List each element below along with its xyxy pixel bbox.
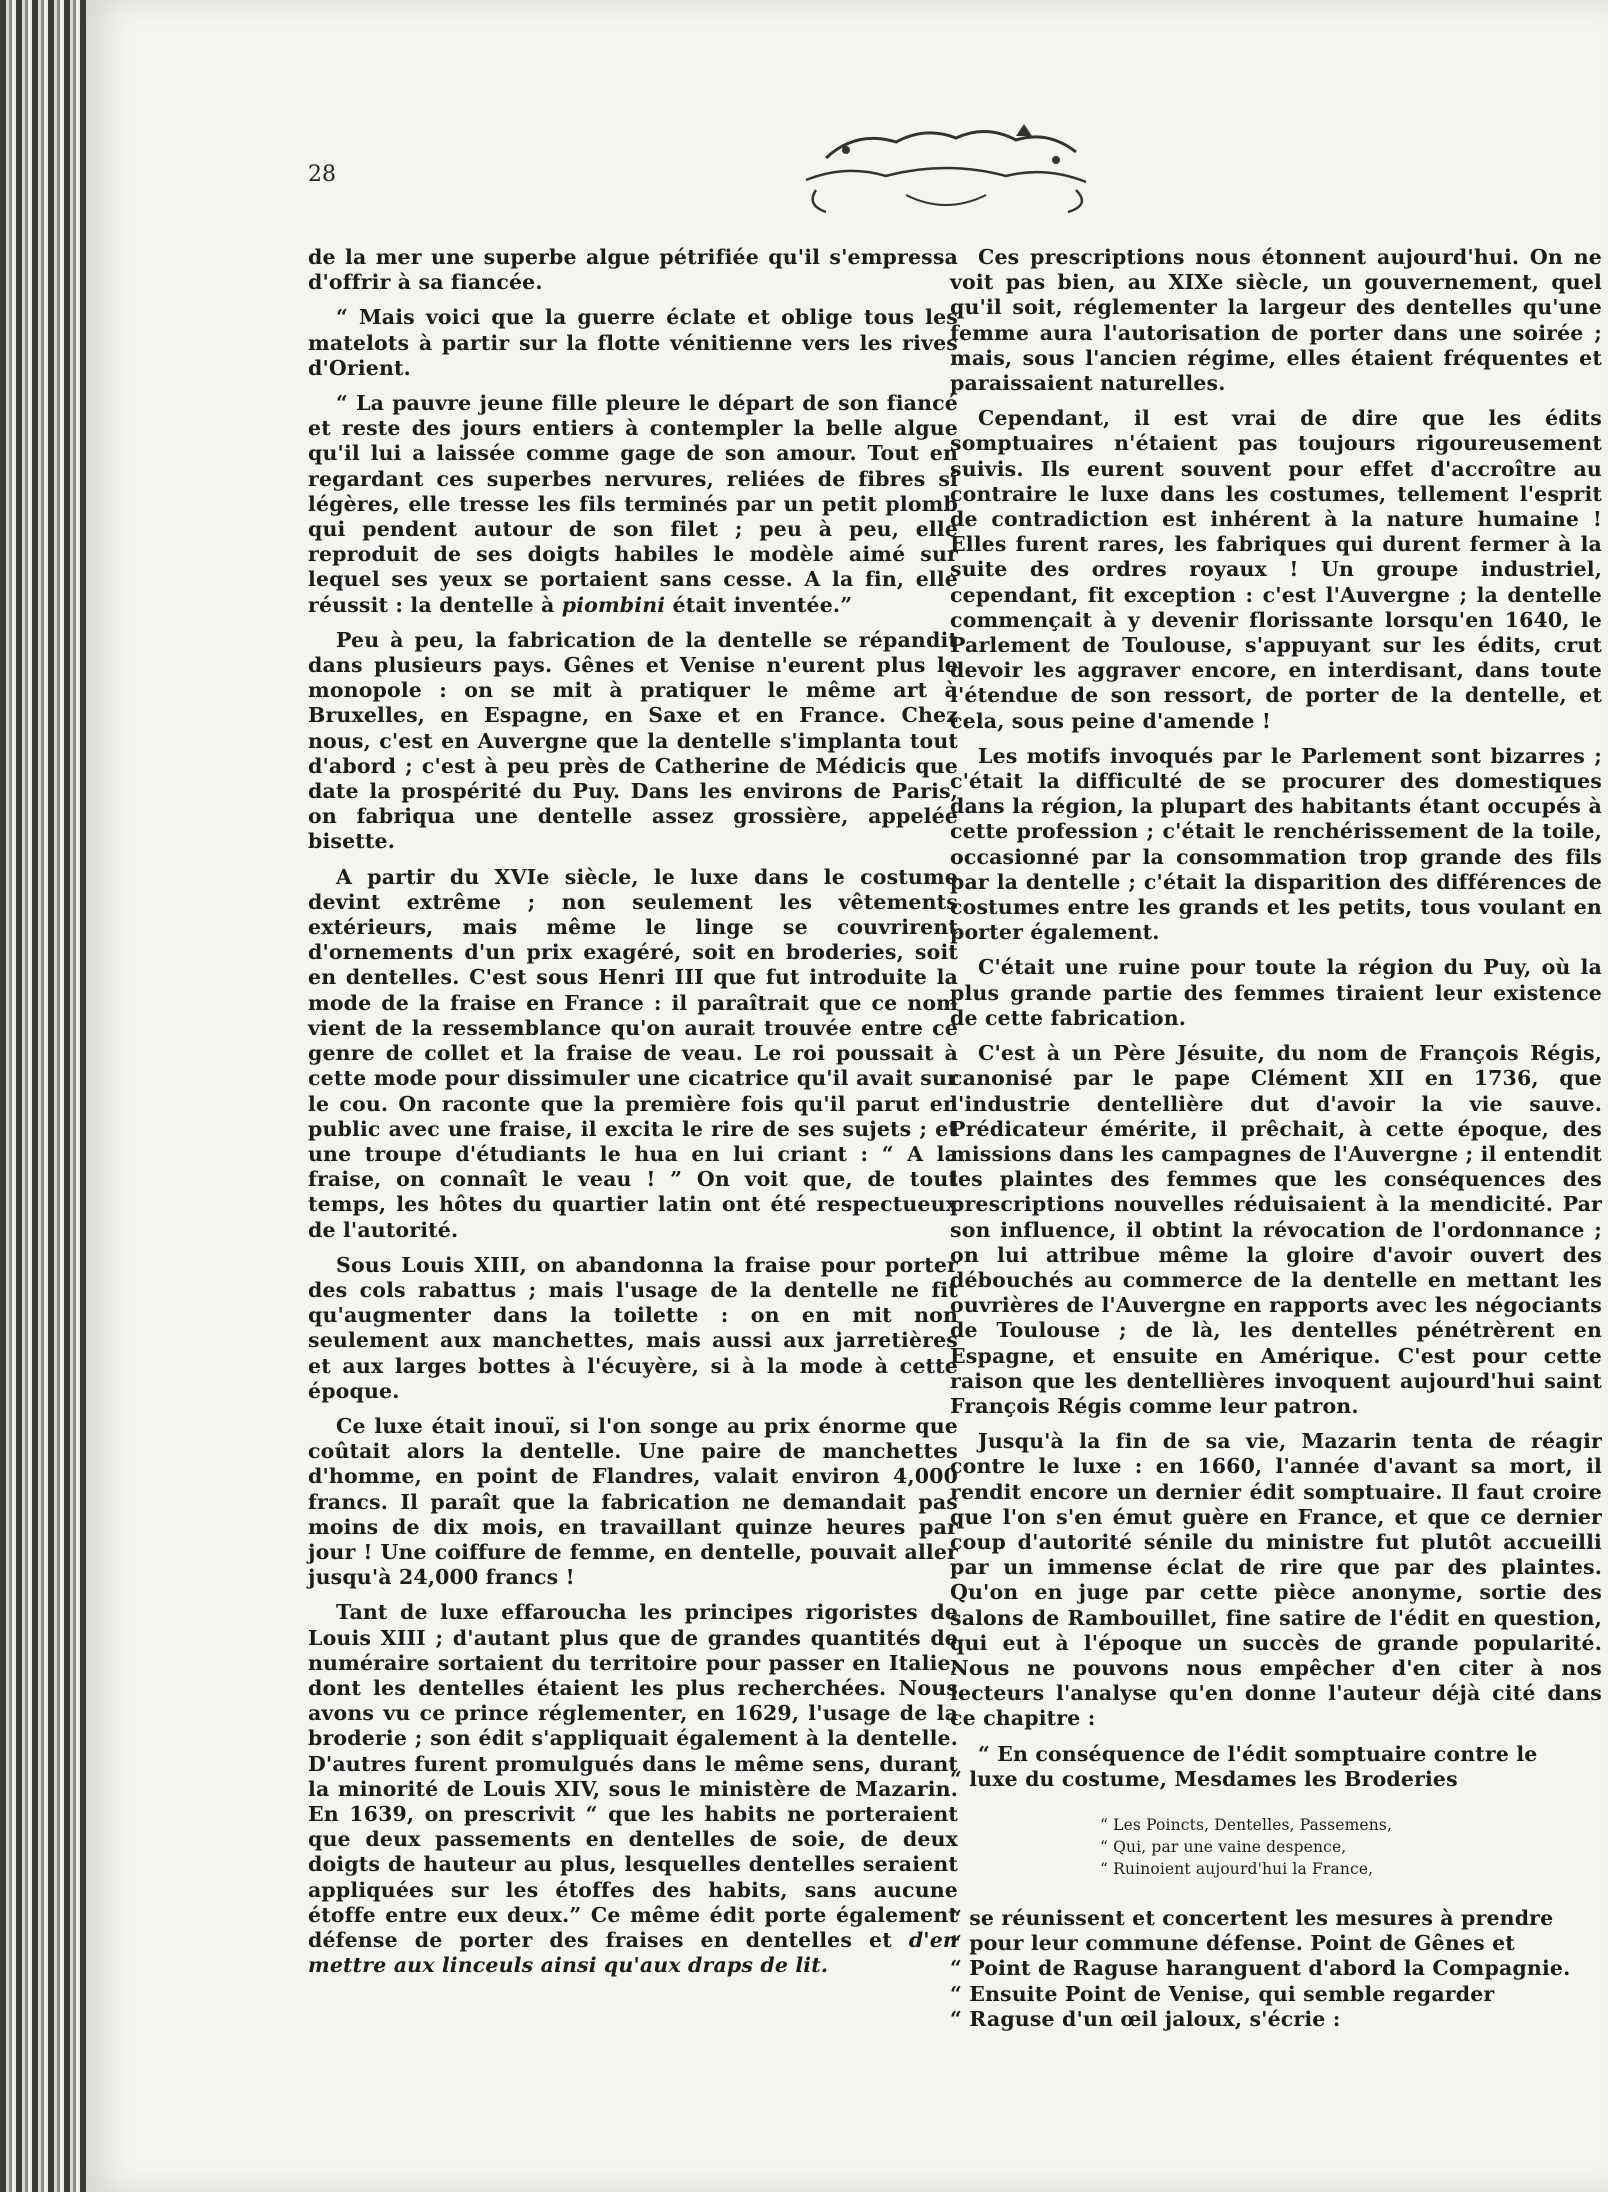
quote-line: “ pour leur commune défense. Point de Gênes et: [950, 1931, 1515, 1956]
page-number: 28: [308, 162, 336, 187]
quote-block: [950, 1742, 1602, 1792]
paragraph: A partir du XVIe siècle, le luxe dans le costume devint extrême ; non seulement les vêtements extérieurs, mais même le linge se couvrirent d'ornements d'un prix exagéré, soit en broderies, soit en dentelles. C'est sous Henri III que fut introduite la mode de la fraise en France : il paraîtrait que ce nom vient de la ressemblance qu'on aurait trouvée entre ce genre de collet et la fraise de veau. Le roi poussait à cette mode pour dissimuler une cicatrice qu'il avait sur le cou. On raconte que la première fois qu'il parut en public avec une fraise, il excita le rire de ses sujets ; et une troupe d'étudiants le hua en lui criant : “ A la fraise, on connaît le veau ! ” On voit que, de tout temps, les hôtes du quartier latin ont été respectueux de l'autorité.: [308, 864, 958, 1242]
tissus-nouveautes-logo: [786, 120, 1106, 220]
quote-line: “ Ensuite Point de Venise, qui semble regarder: [950, 1981, 1495, 2006]
paragraph: C'était une ruine pour toute la région du Puy, où la plus grande partie des femmes tiraient leur existence de cette fabrication.: [950, 955, 1602, 1030]
paragraph: [308, 1600, 958, 1978]
paragraph: Les motifs invoqués par le Parlement sont bizarres ; c'était la difficulté de se procurer des domestiques dans la région, la plupart des habitants étant occupés à cette profession ; c'était le renchérissement de la toile, occasionné par la consommation trop grande des fils par la dentelle ; c'était la disparition des différences de costumes entre les grands et les petits, tous voulant en porter également.: [950, 743, 1602, 945]
paragraph: C'est à un Père Jésuite, du nom de François Régis, canonisé par le pape Clément XII en 1736, que l'industrie dentellière dut d'avoir la vie sauve. Prédicateur émérite, il prêchait, à cette époque, des missions dans les campagnes de l'Auvergne ; il entendit les plaintes des femmes que les conséquences des prescriptions nouvelles réduisaient à la mendicité. Par son influence, il obtint la révocation de l'ordonnance ; on lui attribue même la gloire d'avoir ouvert des débouchés au commerce de la dentelle en mettant les ouvrières de l'Auvergne en rapports avec les négociants de Toulouse ; de là, les dentelles pénétrèrent en Espagne, et ensuite en Amérique. C'est pour cette raison que les dentellières invoquent aujourd'hui saint François Régis comme leur patron.: [950, 1041, 1602, 1418]
book-page: [86, 0, 1608, 2192]
quote-line: “ En conséquence de l'édit somptuaire contre le: [978, 1741, 1538, 1766]
quote-line: “ Raguse d'un œil jaloux, s'écrie :: [950, 2006, 1341, 2031]
quote-block: [950, 1906, 1602, 2032]
paragraph: Sous Louis XIII, on abandonna la fraise pour porter des cols rabattus ; mais l'usage de la dentelle ne fit qu'augmenter dans la toilette : on en mit non seulement aux manchettes, mais aussi aux jarretières et aux larges bottes à l'écuyère, si à la mode à cette époque.: [308, 1252, 958, 1403]
quote-line: “ se réunissent et concertent les mesures à prendre: [950, 1905, 1554, 1930]
paragraph-text: Tant de luxe effaroucha les principes rigoristes de Louis XIII ; d'autant plus que de grandes quantités de numéraire sortaient du territoire pour passer en Italie, dont les dentelles étaient les plus recherchées. Nous avons vu ce prince réglementer, en 1629, l'usage de la broderie ; son édit s'appliquait également à la dentelle. D'autres furent promulgués dans le même sens, durant la minorité de Louis XIV, sous le ministère de Mazarin. En 1639, on prescrivit “ que les habits ne porteraient que deux passements en dentelles de soie, de deux doigts de hauteur au plus, lesquelles dentelles seraient appliquées sur les étoffes des habits, sans aucune étoffe entre eux deux.” Ce même édit porte également défense de porter des fraises en dentelles et: [308, 1600, 958, 1952]
italic-term: piombini: [561, 592, 666, 617]
verse-line: “ Les Poincts, Dentelles, Passemens,: [1100, 1815, 1393, 1834]
paragraph: [308, 391, 958, 618]
quote-line: “ Point de Raguse haranguent d'abord la Compagnie.: [950, 1956, 1571, 1981]
paragraph: de la mer une superbe algue pétrifiée qu'il s'empressa d'offrir à sa fiancée.: [308, 245, 958, 295]
paragraph: Ce luxe était inouï, si l'on songe au prix énorme que coûtait alors la dentelle. Une paire de manchettes d'homme, en point de Flandres, valait environ 4,000 francs. Il paraît que la fabrication ne demandait pas moins de dix mois, en travaillant quinze heures par jour ! Une coiffure de femme, en dentelle, pouvait aller jusqu'à 24,000 francs !: [308, 1413, 958, 1590]
quote-line: “ luxe du costume, Mesdames les Broderies: [950, 1766, 1458, 1791]
verse-quote: [1100, 1814, 1602, 1880]
paragraph: Jusqu'à la fin de sa vie, Mazarin tenta de réagir contre le luxe : en 1660, l'année d'avant sa mort, il rendit encore un dernier édit somptuaire. Il faut croire que l'on s'en émut guère en France, et que ce dernier coup d'autorité sénile du ministre fut plutôt accueilli par un immense éclat de rire que par des plaintes. Qu'on en juge par cette pièce anonyme, sortie des salons de Rambouillet, fine satire de l'édit en question, qui eut à l'époque un succès de grande popularité. Nous ne pouvons nous empêcher d'en citer à nos lecteurs l'analyse qu'en donne l'auteur déjà cité dans ce chapitre :: [950, 1429, 1602, 1731]
verse-line: “ Qui, par une vaine despence,: [1100, 1837, 1347, 1856]
right-column: [950, 245, 1602, 2032]
paragraph-text: “ La pauvre jeune fille pleure le départ de son fiancé et reste des jours entiers à contempler la belle algue qu'il lui a laissée comme gage de son amour. Tout en regardant ces superbes nervures, reliées de fibres si légères, elle tresse les fils terminés par un petit plomb qui pendent autour de son filet ; peu à peu, elle reproduit de ses doigts habiles le modèle aimé sur lequel ses yeux se portaient sans cesse. A la fin, elle réussit : la dentelle à: [308, 391, 958, 617]
verse-line: “ Ruinoient aujourd'hui la France,: [1100, 1859, 1374, 1878]
book-binding-edge: [0, 0, 86, 2192]
left-column: [308, 245, 958, 1988]
italic-phrase: d'en mettre aux linceuls ainsi qu'aux draps de lit.: [308, 1928, 958, 1978]
paragraph: Cependant, il est vrai de dire que les édits somptuaires n'étaient pas toujours rigoureusement suivis. Ils eurent souvent pour effet d'accroître au contraire le luxe dans les costumes, tellement l'esprit de contradiction est inhérent à la nature humaine ! Elles furent rares, les fabriques qui durent fermer à la suite des ordres royaux ! Un groupe industriel, cependant, fit exception : c'est l'Auvergne ; la dentelle commençait à y devenir florissante lorsqu'en 1640, le Parlement de Toulouse, s'appuyant sur les édits, crut devoir les aggraver encore, en interdisant, dans toute l'étendue de son ressort, de porter de la dentelle, et cela, sous peine d'amende !: [950, 406, 1602, 733]
paragraph-text: était inventée.”: [672, 592, 853, 617]
paragraph: Ces prescriptions nous étonnent aujourd'hui. On ne voit pas bien, au XIXe siècle, un gouvernement, quel qu'il soit, réglementer la largeur des dentelles qu'une femme aura l'autorisation de porter dans une soirée ; mais, sous l'ancien régime, elles étaient fréquentes et paraissaient naturelles.: [950, 245, 1602, 396]
paragraph: Peu à peu, la fabrication de la dentelle se répandit dans plusieurs pays. Gênes et Venise n'eurent plus le monopole : on se mit à pratiquer le même art à Bruxelles, en Espagne, en Saxe et en France. Chez nous, c'est en Auvergne que la dentelle s'implanta tout d'abord ; c'est à peu près de Catherine de Médicis que date la prospérité du Puy. Dans les environs de Paris, on fabriqua une dentelle assez grossière, appelée bisette.: [308, 627, 958, 854]
paragraph: “ Mais voici que la guerre éclate et oblige tous les matelots à partir sur la flotte vénitienne vers les rives d'Orient.: [308, 305, 958, 380]
